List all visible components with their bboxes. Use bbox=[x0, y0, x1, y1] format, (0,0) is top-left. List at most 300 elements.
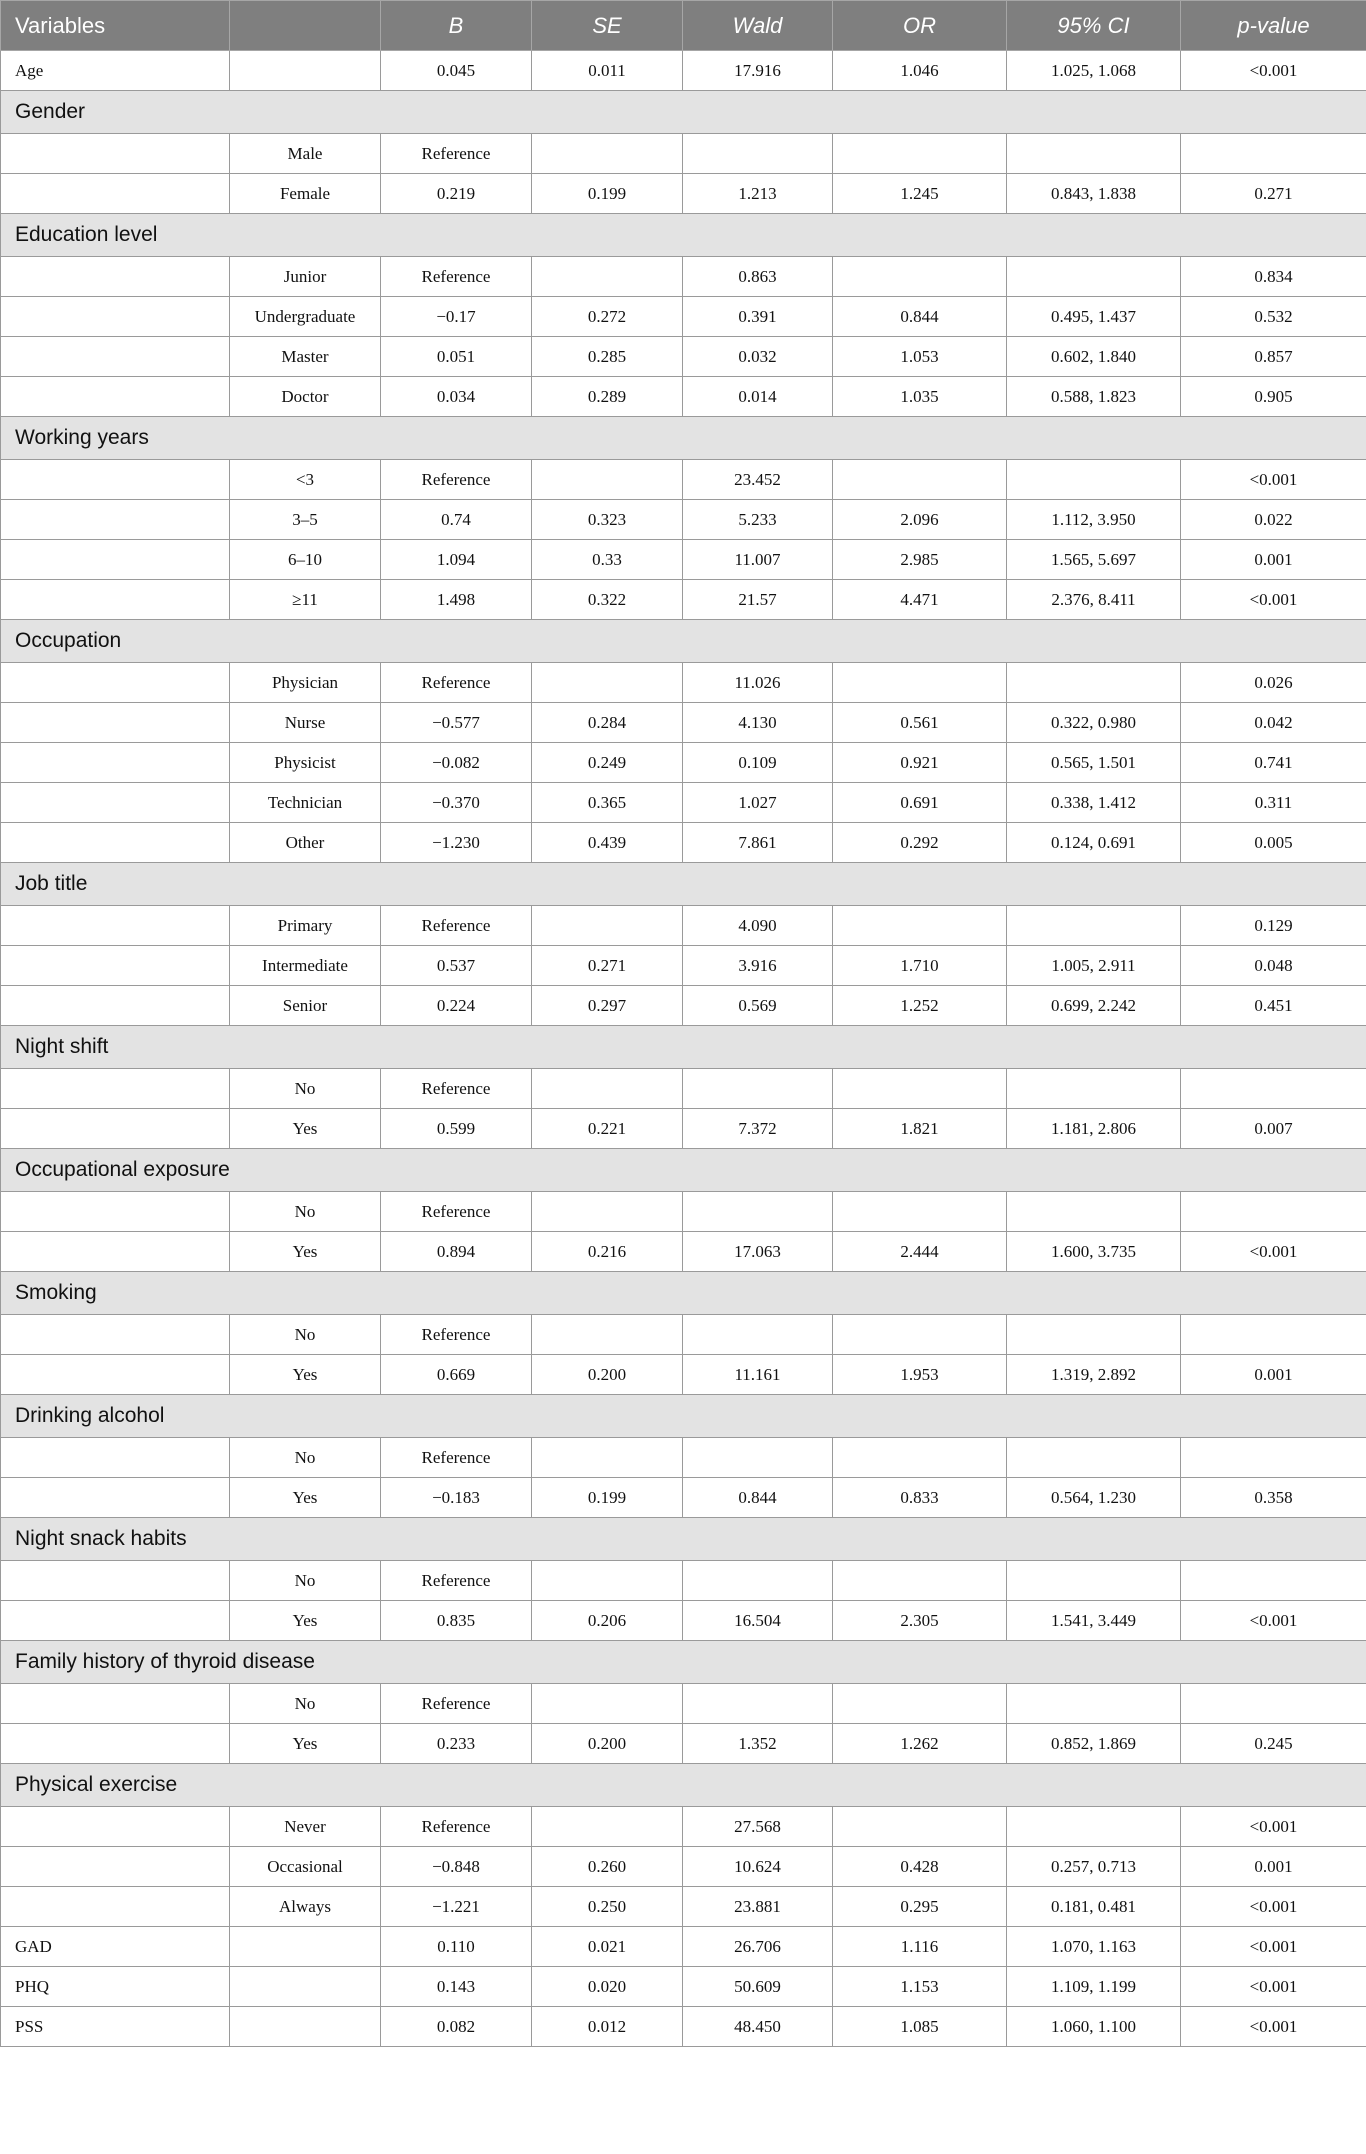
group-header-row bbox=[1, 1026, 1366, 1069]
cell-wald: 4.090 bbox=[683, 906, 833, 946]
cell-category bbox=[230, 2007, 381, 2047]
cell-b: −0.17 bbox=[381, 297, 532, 337]
cell-variable bbox=[1, 703, 230, 743]
cell-ci: 1.541, 3.449 bbox=[1007, 1601, 1181, 1641]
cell-wald: 16.504 bbox=[683, 1601, 833, 1641]
cell-b: Reference bbox=[381, 1561, 532, 1601]
group-header-row bbox=[1, 1518, 1366, 1561]
cell-category: Yes bbox=[230, 1724, 381, 1764]
cell-category: Always bbox=[230, 1887, 381, 1927]
cell-variable bbox=[1, 743, 230, 783]
cell-wald: 7.372 bbox=[683, 1109, 833, 1149]
cell-category: No bbox=[230, 1315, 381, 1355]
cell-wald bbox=[683, 1561, 833, 1601]
cell-b: 0.537 bbox=[381, 946, 532, 986]
cell-p-value bbox=[1181, 1561, 1366, 1601]
cell-category: ≥11 bbox=[230, 580, 381, 620]
cell-category: Never bbox=[230, 1807, 381, 1847]
cell-ci: 0.852, 1.869 bbox=[1007, 1724, 1181, 1764]
cell-b: 0.051 bbox=[381, 337, 532, 377]
group-label: Physical exercise bbox=[1, 1764, 1366, 1807]
cell-variable bbox=[1, 1438, 230, 1478]
group-label: Family history of thyroid disease bbox=[1, 1641, 1366, 1684]
cell-or bbox=[833, 460, 1007, 500]
cell-se: 0.216 bbox=[532, 1232, 683, 1272]
cell-p-value: <0.001 bbox=[1181, 1807, 1366, 1847]
cell-wald: 11.007 bbox=[683, 540, 833, 580]
cell-se: 0.011 bbox=[532, 51, 683, 91]
cell-ci: 0.181, 0.481 bbox=[1007, 1887, 1181, 1927]
group-header-row bbox=[1, 1641, 1366, 1684]
cell-ci: 1.112, 3.950 bbox=[1007, 500, 1181, 540]
cell-variable bbox=[1, 297, 230, 337]
cell-wald: 7.861 bbox=[683, 823, 833, 863]
cell-se: 0.020 bbox=[532, 1967, 683, 2007]
cell-ci bbox=[1007, 1807, 1181, 1847]
cell-p-value: 0.129 bbox=[1181, 906, 1366, 946]
cell-wald: 0.109 bbox=[683, 743, 833, 783]
table-row bbox=[1, 1315, 1366, 1355]
cell-p-value bbox=[1181, 1192, 1366, 1232]
header-wald: Wald bbox=[683, 1, 833, 51]
group-header-row bbox=[1, 214, 1366, 257]
cell-or: 0.561 bbox=[833, 703, 1007, 743]
cell-se: 0.322 bbox=[532, 580, 683, 620]
cell-p-value: <0.001 bbox=[1181, 1232, 1366, 1272]
header-row bbox=[1, 1, 1366, 51]
cell-b: Reference bbox=[381, 1315, 532, 1355]
cell-or: 2.444 bbox=[833, 1232, 1007, 1272]
group-label: Drinking alcohol bbox=[1, 1395, 1366, 1438]
cell-variable bbox=[1, 500, 230, 540]
cell-b: −0.082 bbox=[381, 743, 532, 783]
cell-b: 0.045 bbox=[381, 51, 532, 91]
table-body bbox=[1, 51, 1366, 2047]
cell-se: 0.221 bbox=[532, 1109, 683, 1149]
cell-se: 0.289 bbox=[532, 377, 683, 417]
cell-wald bbox=[683, 134, 833, 174]
group-label: Job title bbox=[1, 863, 1366, 906]
cell-p-value: 0.451 bbox=[1181, 986, 1366, 1026]
cell-variable bbox=[1, 1069, 230, 1109]
cell-p-value: <0.001 bbox=[1181, 2007, 1366, 2047]
cell-se: 0.271 bbox=[532, 946, 683, 986]
cell-wald: 0.863 bbox=[683, 257, 833, 297]
cell-variable bbox=[1, 1315, 230, 1355]
cell-b: Reference bbox=[381, 460, 532, 500]
cell-category: Yes bbox=[230, 1478, 381, 1518]
cell-se: 0.249 bbox=[532, 743, 683, 783]
group-header-row bbox=[1, 91, 1366, 134]
cell-ci: 1.600, 3.735 bbox=[1007, 1232, 1181, 1272]
header-b: B bbox=[381, 1, 532, 51]
cell-wald: 11.161 bbox=[683, 1355, 833, 1395]
cell-variable: PSS bbox=[1, 2007, 230, 2047]
cell-b: Reference bbox=[381, 257, 532, 297]
table-row bbox=[1, 257, 1366, 297]
cell-wald: 0.391 bbox=[683, 297, 833, 337]
cell-category: Yes bbox=[230, 1355, 381, 1395]
cell-se bbox=[532, 1192, 683, 1232]
cell-or: 1.821 bbox=[833, 1109, 1007, 1149]
cell-variable bbox=[1, 1561, 230, 1601]
cell-se: 0.200 bbox=[532, 1355, 683, 1395]
table-row bbox=[1, 1192, 1366, 1232]
cell-b: −0.370 bbox=[381, 783, 532, 823]
cell-wald bbox=[683, 1438, 833, 1478]
cell-wald: 23.881 bbox=[683, 1887, 833, 1927]
header-p-value: p-value bbox=[1181, 1, 1366, 51]
cell-category bbox=[230, 1967, 381, 2007]
cell-ci bbox=[1007, 460, 1181, 500]
cell-wald: 17.063 bbox=[683, 1232, 833, 1272]
table-row bbox=[1, 1109, 1366, 1149]
cell-se bbox=[532, 906, 683, 946]
cell-se bbox=[532, 663, 683, 703]
cell-category: 6–10 bbox=[230, 540, 381, 580]
cell-variable bbox=[1, 1601, 230, 1641]
cell-wald: 5.233 bbox=[683, 500, 833, 540]
header-variables: Variables bbox=[1, 1, 230, 51]
cell-p-value: <0.001 bbox=[1181, 580, 1366, 620]
cell-or: 1.953 bbox=[833, 1355, 1007, 1395]
cell-variable bbox=[1, 1109, 230, 1149]
cell-category: Yes bbox=[230, 1109, 381, 1149]
table-row bbox=[1, 337, 1366, 377]
table-row bbox=[1, 1601, 1366, 1641]
cell-b: −0.577 bbox=[381, 703, 532, 743]
cell-se: 0.200 bbox=[532, 1724, 683, 1764]
cell-ci bbox=[1007, 1561, 1181, 1601]
cell-variable bbox=[1, 1807, 230, 1847]
table-row bbox=[1, 377, 1366, 417]
cell-or: 1.710 bbox=[833, 946, 1007, 986]
cell-wald: 0.844 bbox=[683, 1478, 833, 1518]
cell-category: Yes bbox=[230, 1601, 381, 1641]
cell-se: 0.297 bbox=[532, 986, 683, 1026]
cell-b: Reference bbox=[381, 1684, 532, 1724]
cell-b: 0.082 bbox=[381, 2007, 532, 2047]
cell-se: 0.021 bbox=[532, 1927, 683, 1967]
cell-p-value: <0.001 bbox=[1181, 1927, 1366, 1967]
cell-or: 0.292 bbox=[833, 823, 1007, 863]
table-row bbox=[1, 703, 1366, 743]
cell-se bbox=[532, 460, 683, 500]
cell-se bbox=[532, 1561, 683, 1601]
cell-p-value: 0.271 bbox=[1181, 174, 1366, 214]
cell-wald: 23.452 bbox=[683, 460, 833, 500]
cell-wald: 27.568 bbox=[683, 1807, 833, 1847]
table-row bbox=[1, 580, 1366, 620]
cell-wald: 21.57 bbox=[683, 580, 833, 620]
cell-b: 0.110 bbox=[381, 1927, 532, 1967]
table-row bbox=[1, 1438, 1366, 1478]
table-row bbox=[1, 1887, 1366, 1927]
cell-or bbox=[833, 134, 1007, 174]
cell-ci: 0.843, 1.838 bbox=[1007, 174, 1181, 214]
cell-p-value: 0.042 bbox=[1181, 703, 1366, 743]
cell-p-value: 0.001 bbox=[1181, 540, 1366, 580]
table-row bbox=[1, 51, 1366, 91]
cell-or: 0.921 bbox=[833, 743, 1007, 783]
cell-p-value: 0.834 bbox=[1181, 257, 1366, 297]
cell-category: No bbox=[230, 1684, 381, 1724]
cell-ci: 0.602, 1.840 bbox=[1007, 337, 1181, 377]
cell-category: Occasional bbox=[230, 1847, 381, 1887]
cell-se bbox=[532, 1807, 683, 1847]
cell-wald bbox=[683, 1069, 833, 1109]
table-row bbox=[1, 297, 1366, 337]
cell-b: 0.143 bbox=[381, 1967, 532, 2007]
cell-ci: 1.025, 1.068 bbox=[1007, 51, 1181, 91]
table-row bbox=[1, 134, 1366, 174]
cell-ci: 1.181, 2.806 bbox=[1007, 1109, 1181, 1149]
cell-ci: 1.565, 5.697 bbox=[1007, 540, 1181, 580]
cell-p-value: <0.001 bbox=[1181, 1887, 1366, 1927]
header-category bbox=[230, 1, 381, 51]
cell-wald: 17.916 bbox=[683, 51, 833, 91]
cell-ci: 2.376, 8.411 bbox=[1007, 580, 1181, 620]
cell-ci bbox=[1007, 1315, 1181, 1355]
cell-wald: 1.352 bbox=[683, 1724, 833, 1764]
cell-category: Nurse bbox=[230, 703, 381, 743]
cell-category bbox=[230, 1927, 381, 1967]
cell-or: 2.305 bbox=[833, 1601, 1007, 1641]
cell-variable bbox=[1, 174, 230, 214]
cell-or bbox=[833, 257, 1007, 297]
table-row bbox=[1, 1232, 1366, 1272]
cell-b: 0.219 bbox=[381, 174, 532, 214]
group-label: Smoking bbox=[1, 1272, 1366, 1315]
cell-wald: 50.609 bbox=[683, 1967, 833, 2007]
cell-category: Other bbox=[230, 823, 381, 863]
table-row bbox=[1, 1847, 1366, 1887]
table-row bbox=[1, 1561, 1366, 1601]
cell-variable bbox=[1, 1724, 230, 1764]
cell-category: No bbox=[230, 1561, 381, 1601]
cell-se: 0.260 bbox=[532, 1847, 683, 1887]
cell-b: 0.74 bbox=[381, 500, 532, 540]
cell-variable bbox=[1, 580, 230, 620]
cell-se: 0.285 bbox=[532, 337, 683, 377]
cell-se: 0.250 bbox=[532, 1887, 683, 1927]
group-header-row bbox=[1, 620, 1366, 663]
cell-or bbox=[833, 663, 1007, 703]
cell-or: 0.428 bbox=[833, 1847, 1007, 1887]
cell-variable bbox=[1, 946, 230, 986]
cell-se bbox=[532, 1315, 683, 1355]
cell-ci: 1.319, 2.892 bbox=[1007, 1355, 1181, 1395]
header-or: OR bbox=[833, 1, 1007, 51]
cell-se: 0.199 bbox=[532, 1478, 683, 1518]
cell-category: Senior bbox=[230, 986, 381, 1026]
cell-or: 1.252 bbox=[833, 986, 1007, 1026]
cell-category: Technician bbox=[230, 783, 381, 823]
cell-category: Intermediate bbox=[230, 946, 381, 986]
cell-p-value: 0.005 bbox=[1181, 823, 1366, 863]
cell-se bbox=[532, 1438, 683, 1478]
group-header-row bbox=[1, 1764, 1366, 1807]
cell-or: 2.985 bbox=[833, 540, 1007, 580]
cell-p-value bbox=[1181, 1069, 1366, 1109]
cell-wald bbox=[683, 1192, 833, 1232]
cell-variable bbox=[1, 906, 230, 946]
cell-se bbox=[532, 1684, 683, 1724]
table-row bbox=[1, 1684, 1366, 1724]
cell-p-value: 0.001 bbox=[1181, 1847, 1366, 1887]
cell-se: 0.012 bbox=[532, 2007, 683, 2047]
table-row bbox=[1, 2007, 1366, 2047]
cell-b: 0.224 bbox=[381, 986, 532, 1026]
cell-or: 1.035 bbox=[833, 377, 1007, 417]
cell-category: Male bbox=[230, 134, 381, 174]
table-row bbox=[1, 986, 1366, 1026]
cell-variable bbox=[1, 337, 230, 377]
cell-b: −1.221 bbox=[381, 1887, 532, 1927]
cell-wald bbox=[683, 1315, 833, 1355]
cell-category: Yes bbox=[230, 1232, 381, 1272]
cell-variable bbox=[1, 1355, 230, 1395]
cell-se bbox=[532, 134, 683, 174]
table-header bbox=[1, 1, 1366, 51]
cell-variable bbox=[1, 257, 230, 297]
cell-p-value bbox=[1181, 1438, 1366, 1478]
cell-ci bbox=[1007, 257, 1181, 297]
cell-variable: Age bbox=[1, 51, 230, 91]
cell-p-value: 0.245 bbox=[1181, 1724, 1366, 1764]
cell-p-value: 0.048 bbox=[1181, 946, 1366, 986]
cell-variable bbox=[1, 1847, 230, 1887]
cell-p-value: 0.007 bbox=[1181, 1109, 1366, 1149]
cell-or: 0.691 bbox=[833, 783, 1007, 823]
cell-se: 0.323 bbox=[532, 500, 683, 540]
cell-category: Female bbox=[230, 174, 381, 214]
cell-or: 1.116 bbox=[833, 1927, 1007, 1967]
cell-p-value: 0.741 bbox=[1181, 743, 1366, 783]
table-row bbox=[1, 906, 1366, 946]
cell-b: 0.034 bbox=[381, 377, 532, 417]
cell-ci bbox=[1007, 906, 1181, 946]
cell-or: 1.053 bbox=[833, 337, 1007, 377]
group-header-row bbox=[1, 417, 1366, 460]
cell-se: 0.199 bbox=[532, 174, 683, 214]
cell-or: 1.046 bbox=[833, 51, 1007, 91]
cell-ci: 1.109, 1.199 bbox=[1007, 1967, 1181, 2007]
table-row bbox=[1, 1967, 1366, 2007]
cell-or bbox=[833, 1684, 1007, 1724]
cell-or bbox=[833, 1807, 1007, 1847]
cell-or bbox=[833, 1069, 1007, 1109]
cell-category: No bbox=[230, 1438, 381, 1478]
cell-b: Reference bbox=[381, 663, 532, 703]
cell-variable: GAD bbox=[1, 1927, 230, 1967]
cell-b: −0.848 bbox=[381, 1847, 532, 1887]
cell-wald: 0.569 bbox=[683, 986, 833, 1026]
cell-wald: 10.624 bbox=[683, 1847, 833, 1887]
cell-se bbox=[532, 1069, 683, 1109]
cell-wald: 4.130 bbox=[683, 703, 833, 743]
cell-b: Reference bbox=[381, 1069, 532, 1109]
cell-se: 0.272 bbox=[532, 297, 683, 337]
cell-or bbox=[833, 1438, 1007, 1478]
cell-b: 0.233 bbox=[381, 1724, 532, 1764]
cell-wald: 48.450 bbox=[683, 2007, 833, 2047]
cell-ci: 0.338, 1.412 bbox=[1007, 783, 1181, 823]
cell-category bbox=[230, 51, 381, 91]
cell-b: 0.894 bbox=[381, 1232, 532, 1272]
cell-ci: 0.699, 2.242 bbox=[1007, 986, 1181, 1026]
cell-variable bbox=[1, 1684, 230, 1724]
cell-p-value: <0.001 bbox=[1181, 1967, 1366, 2007]
table-row bbox=[1, 1069, 1366, 1109]
header-ci: 95% CI bbox=[1007, 1, 1181, 51]
cell-ci bbox=[1007, 1069, 1181, 1109]
cell-variable bbox=[1, 1478, 230, 1518]
cell-p-value: 0.358 bbox=[1181, 1478, 1366, 1518]
cell-variable bbox=[1, 1192, 230, 1232]
cell-wald bbox=[683, 1684, 833, 1724]
cell-se: 0.206 bbox=[532, 1601, 683, 1641]
cell-wald: 11.026 bbox=[683, 663, 833, 703]
cell-p-value bbox=[1181, 134, 1366, 174]
cell-se: 0.365 bbox=[532, 783, 683, 823]
cell-wald: 1.027 bbox=[683, 783, 833, 823]
cell-variable bbox=[1, 460, 230, 500]
table-row bbox=[1, 663, 1366, 703]
cell-b: −1.230 bbox=[381, 823, 532, 863]
cell-variable bbox=[1, 134, 230, 174]
cell-ci bbox=[1007, 1438, 1181, 1478]
cell-ci: 0.257, 0.713 bbox=[1007, 1847, 1181, 1887]
cell-wald: 3.916 bbox=[683, 946, 833, 986]
cell-p-value: <0.001 bbox=[1181, 460, 1366, 500]
cell-ci bbox=[1007, 1192, 1181, 1232]
cell-or bbox=[833, 1561, 1007, 1601]
cell-p-value: 0.905 bbox=[1181, 377, 1366, 417]
cell-ci: 0.322, 0.980 bbox=[1007, 703, 1181, 743]
cell-p-value: 0.857 bbox=[1181, 337, 1366, 377]
table-row bbox=[1, 823, 1366, 863]
group-label: Occupational exposure bbox=[1, 1149, 1366, 1192]
group-label: Night shift bbox=[1, 1026, 1366, 1069]
cell-p-value: <0.001 bbox=[1181, 51, 1366, 91]
cell-b: 0.669 bbox=[381, 1355, 532, 1395]
cell-or: 0.833 bbox=[833, 1478, 1007, 1518]
table-row bbox=[1, 1807, 1366, 1847]
cell-ci bbox=[1007, 1684, 1181, 1724]
cell-wald: 26.706 bbox=[683, 1927, 833, 1967]
table-row bbox=[1, 743, 1366, 783]
cell-or: 1.153 bbox=[833, 1967, 1007, 2007]
table-row bbox=[1, 500, 1366, 540]
cell-wald: 0.014 bbox=[683, 377, 833, 417]
cell-b: Reference bbox=[381, 1807, 532, 1847]
cell-category: Junior bbox=[230, 257, 381, 297]
cell-b: Reference bbox=[381, 1192, 532, 1232]
cell-category: Doctor bbox=[230, 377, 381, 417]
cell-p-value bbox=[1181, 1684, 1366, 1724]
group-header-row bbox=[1, 1395, 1366, 1438]
table-row bbox=[1, 946, 1366, 986]
cell-ci: 1.005, 2.911 bbox=[1007, 946, 1181, 986]
cell-b: 1.094 bbox=[381, 540, 532, 580]
cell-se bbox=[532, 257, 683, 297]
cell-se: 0.284 bbox=[532, 703, 683, 743]
cell-b: −0.183 bbox=[381, 1478, 532, 1518]
cell-b: 0.835 bbox=[381, 1601, 532, 1641]
group-label: Occupation bbox=[1, 620, 1366, 663]
table-row bbox=[1, 1724, 1366, 1764]
